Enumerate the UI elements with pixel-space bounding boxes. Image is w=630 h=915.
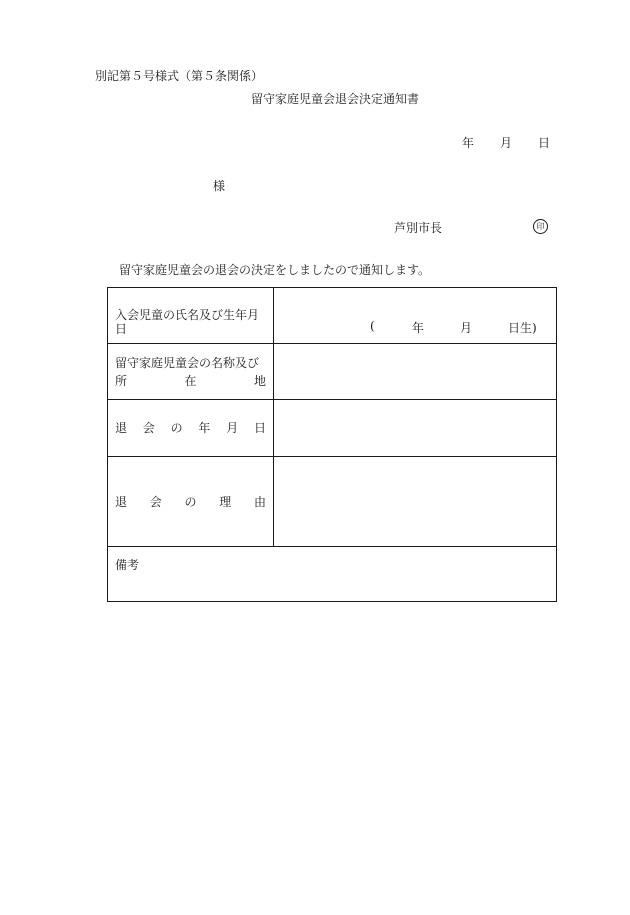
- label-char: 所: [115, 374, 128, 388]
- child-name-birth-label: 入会児童の氏名及び生年月日: [115, 308, 260, 336]
- birth-year-label: 年: [412, 321, 425, 335]
- child-name-birth-field[interactable]: [274, 288, 556, 343]
- club-name-label: 留守家庭児童会の名称及び: [115, 356, 260, 370]
- table-row-child-name: [108, 288, 556, 344]
- date-year-label: 年: [462, 136, 475, 150]
- club-location-label: [115, 374, 266, 388]
- label-char: の: [184, 495, 197, 509]
- label-char: 理: [219, 495, 232, 509]
- label-char: 在: [184, 374, 197, 388]
- form-table: [107, 287, 557, 602]
- label-char: 日: [253, 421, 266, 435]
- label-char: 会: [142, 421, 155, 435]
- label-cell: [108, 288, 274, 343]
- withdrawal-date-field[interactable]: [274, 400, 556, 456]
- issuer-name: 芦別市長: [394, 221, 443, 235]
- date-line: [462, 136, 550, 150]
- label-char: 退: [115, 421, 128, 435]
- label-cell: [108, 400, 274, 456]
- date-month-label: 月: [500, 136, 513, 150]
- label-char: 退: [115, 495, 128, 509]
- table-row-club-name: [108, 344, 556, 400]
- birth-date-line: [370, 319, 537, 336]
- form-label: 別記第５号様式（第５条関係）: [95, 69, 264, 83]
- birth-month-label: 月: [460, 321, 473, 335]
- label-char: 由: [253, 495, 266, 509]
- addressee-honorific: 様: [213, 179, 226, 193]
- label-char: 月: [226, 421, 239, 435]
- table-row-withdrawal-date: [108, 400, 556, 457]
- remarks-label: 備考: [115, 558, 140, 572]
- label-char: 年: [198, 421, 211, 435]
- label-char: 会: [149, 495, 162, 509]
- birth-day-label: 日生): [508, 321, 537, 335]
- withdrawal-reason-label: [115, 495, 266, 509]
- label-char: 地: [253, 374, 266, 388]
- label-char: の: [170, 421, 183, 435]
- notice-text: 留守家庭児童会の退会の決定をしましたので通知します。: [119, 263, 431, 277]
- seal-icon: 印: [533, 219, 548, 234]
- document-title: 留守家庭児童会退会決定通知書: [250, 92, 419, 106]
- table-row-withdrawal-reason: [108, 457, 556, 547]
- table-row-remarks[interactable]: [108, 547, 556, 603]
- withdrawal-date-label: [115, 421, 266, 435]
- label-cell: [108, 457, 274, 546]
- label-cell: [108, 344, 274, 399]
- club-name-location-field[interactable]: [274, 344, 556, 399]
- birth-open-paren: (: [370, 319, 375, 333]
- date-day-label: 日: [538, 136, 551, 150]
- withdrawal-reason-field[interactable]: [274, 457, 556, 546]
